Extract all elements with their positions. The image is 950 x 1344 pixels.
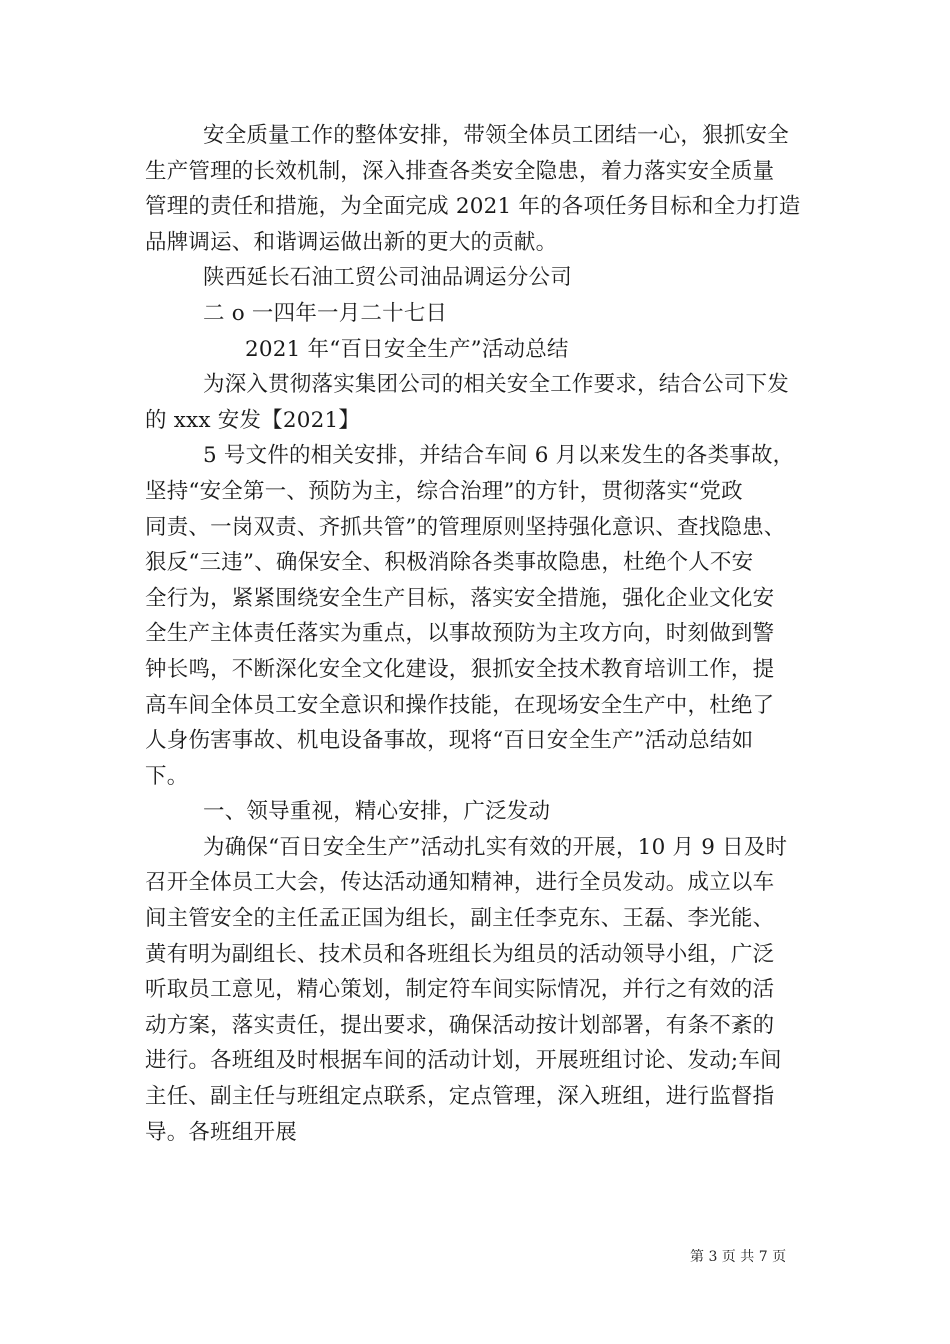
- text-line: 钟长鸣，不断深化安全文化建设，狠抓安全技术教育培训工作，提: [145, 656, 775, 682]
- text-line: 生产管理的长效机制，深入排查各类安全隐患，着力落实安全质量: [145, 158, 775, 184]
- text-line: 主任、副主任与班组定点联系，定点管理，深入班组，进行监督指: [145, 1084, 775, 1110]
- section-title: 2021 年“百日安全生产”活动总结: [245, 336, 569, 362]
- text-line: 人身伤害事故、机电设备事故，现将“百日安全生产”活动总结如: [145, 728, 754, 754]
- text-line: 为深入贯彻落实集团公司的相关安全工作要求，结合公司下发: [203, 372, 789, 398]
- text-line: 同责、一岗双责、齐抓共管”的管理原则坚持强化意识、查找隐患、: [145, 514, 786, 540]
- text-line: 品牌调运、和谐调运做出新的更大的贡献。: [145, 229, 558, 255]
- text-line: 听取员工意见，精心策划，制定符车间实际情况，并行之有效的活: [145, 977, 775, 1003]
- text-line: 黄有明为副组长、技术员和各班组长为组员的活动领导小组，广泛: [145, 941, 775, 967]
- text-line: 安全质量工作的整体安排，带领全体员工团结一心，狠抓安全: [203, 123, 789, 148]
- text-line: 高车间全体员工安全意识和操作技能，在现场安全生产中，杜绝了: [145, 692, 775, 718]
- text-line: 间主管安全的主任孟正国为组长，副主任李克东、王磊、李光能、: [145, 906, 775, 932]
- text-line: 坚持“安全第一、预防为主，综合治理”的方针，贯彻落实“党政: [145, 478, 743, 504]
- document-body: [145, 118, 815, 1150]
- section-heading: 一、领导重视，精心安排，广泛发动: [203, 799, 551, 825]
- text-line: 全生产主体责任落实为重点，以事故预防为主攻方向，时刻做到警: [145, 621, 775, 647]
- page-number: 第 3 页 共 7 页: [690, 1249, 787, 1265]
- text-line: 的 xxx 安发【2021】: [145, 407, 361, 433]
- text-line: 导。各班组开展: [145, 1119, 297, 1145]
- text-line: 进行。各班组及时根据车间的活动计划，开展班组讨论、发动;车间: [145, 1048, 782, 1074]
- text-line: 5 号文件的相关安排，并结合车间 6 月以来发生的各类事故，: [203, 443, 795, 469]
- signature-date: 二 o 一四年一月二十七日: [203, 300, 448, 326]
- text-line: 全行为，紧紧围绕安全生产目标，落实安全措施，强化企业文化安: [145, 585, 775, 611]
- text-line: 狠反“三违”、确保安全、积极消除各类事故隐患，杜绝个人不安: [145, 550, 754, 576]
- text-line: 管理的责任和措施，为全面完成 2021 年的各项任务目标和全力打造: [145, 194, 801, 220]
- text-line: 为确保“百日安全生产”活动扎实有效的开展，10 月 9 日及时: [203, 834, 788, 860]
- text-line: 下。: [145, 763, 189, 789]
- signature-organization: 陕西延长石油工贸公司油品调运分公司: [203, 265, 572, 291]
- text-line: 动方案，落实责任，提出要求，确保活动按计划部署，有条不紊的: [145, 1012, 775, 1038]
- text-line: 召开全体员工大会，传达活动通知精神，进行全员发动。成立以车: [145, 870, 775, 896]
